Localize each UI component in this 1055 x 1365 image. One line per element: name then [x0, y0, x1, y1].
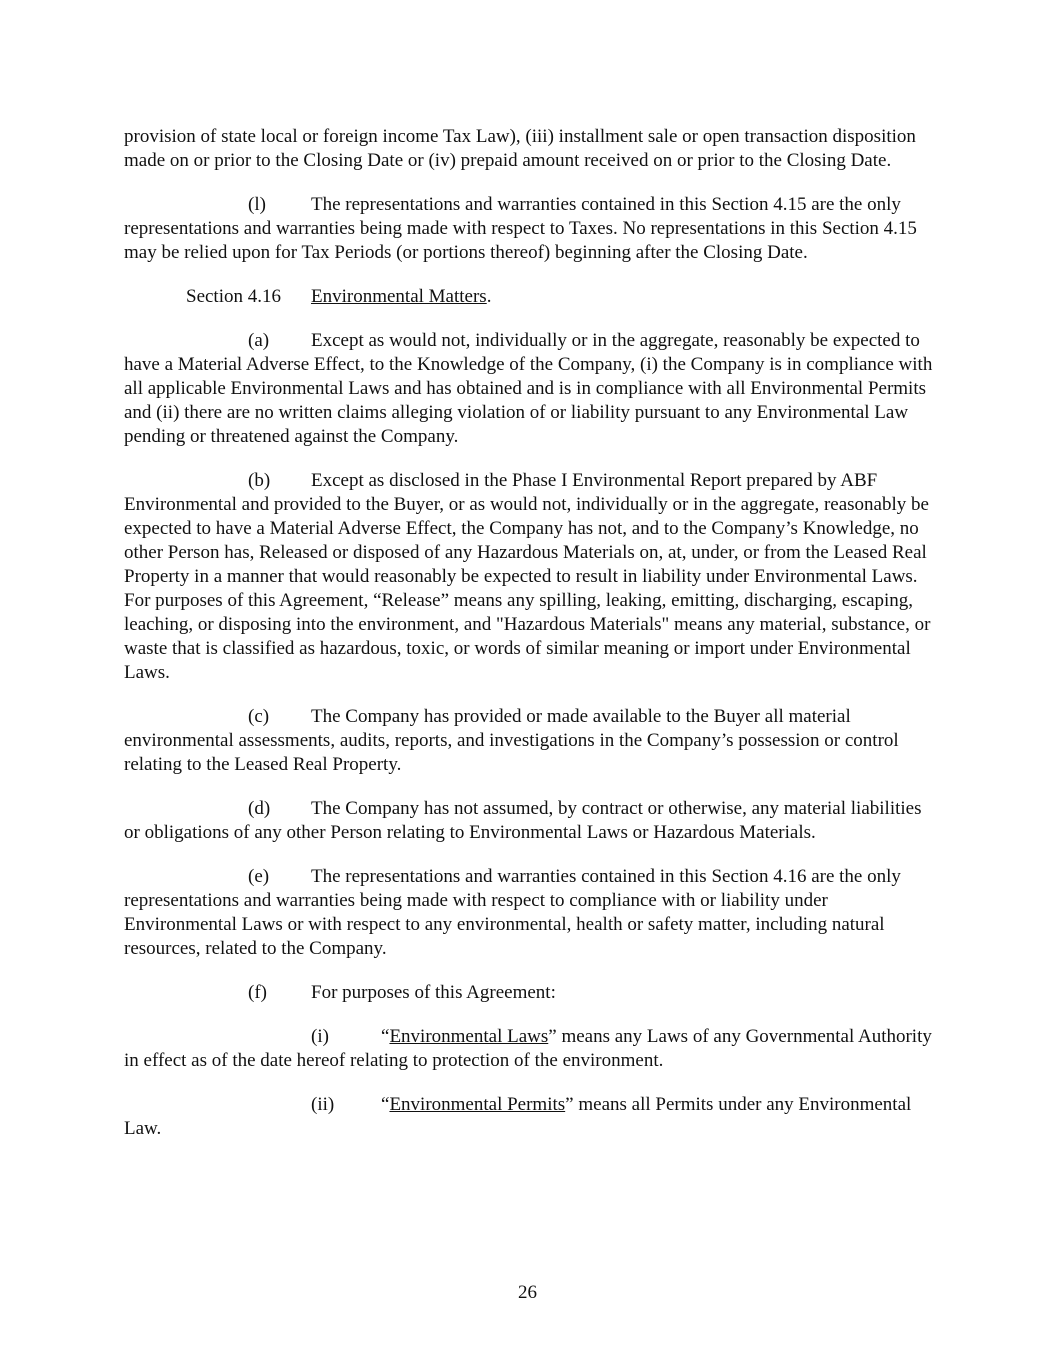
paragraph-c-text: The Company has provided or made available to the Buyer all material environmental assessments, audits, reports, and investigations in the Company’s possession or control relating to the Leased Real Property.	[124, 706, 899, 775]
section-number: Section 4.16	[186, 286, 281, 307]
paragraph-d-label: (d)	[248, 798, 271, 819]
subparagraph-i	[124, 1025, 936, 1073]
paragraph-b-text: Except as disclosed in the Phase I Environmental Report prepared by ABF Environmental and provided to the Buyer, or as would not, individually or in the aggregate, reasonably be expected to have a Material Adverse Effect, the Company has not, and to the Company’s Knowledge, no other Person has, Released or disposed of any Hazardous Materials on, at, under, or from the Leased Real Property in a manner that would reasonably be expected to result in liability under Environmental Laws. For purposes of this Agreement, “Release” means any spilling, leaking, emitting, discharging, escaping, leaching, or disposing into the environment, and "Hazardous Materials" means any material, substance, or waste that is classified as hazardous, toxic, or words of similar meaning or import under Environmental Laws.	[124, 470, 931, 683]
subparagraph-ii	[124, 1093, 936, 1141]
paragraph-f-label: (f)	[248, 982, 267, 1003]
section-title-suffix: .	[486, 286, 492, 307]
paragraph-l	[124, 193, 936, 265]
paragraph-e	[124, 865, 936, 961]
subparagraph-ii-open-quote: “	[381, 1094, 390, 1115]
paragraph-b-label: (b)	[248, 470, 271, 491]
defined-term-environmental-laws: Environmental Laws	[389, 1026, 549, 1047]
subparagraph-i-open-quote: “	[381, 1026, 390, 1047]
subparagraph-ii-label: (ii)	[311, 1094, 335, 1115]
paragraph-a-text: Except as would not, individually or in the aggregate, reasonably be expected to have a Material Adverse Effect, to the Knowledge of the Company, (i) the Company is in compliance with all applicable Environmental Laws and has obtained and is in compliance with all Environmental Permits and (ii) there are no written claims alleging violation of or liability pursuant to any Environmental Law pending or threatened against the Company.	[124, 330, 933, 447]
document-page	[124, 125, 936, 1161]
paragraph-b	[124, 469, 936, 685]
paragraph-e-label: (e)	[248, 866, 270, 887]
paragraph-l-text: The representations and warranties contained in this Section 4.15 are the only representations and warranties being made with respect to Taxes. No representations in this Section 4.15 may be relied upon for Tax Periods (or portions thereof) beginning after the Closing Date.	[124, 194, 917, 263]
paragraph-l-label: (l)	[248, 194, 266, 215]
section-title: Environmental Matters	[311, 286, 487, 307]
paragraph-c-label: (c)	[248, 706, 270, 727]
paragraph-c	[124, 705, 936, 777]
paragraph-d-text: The Company has not assumed, by contract or otherwise, any material liabilities or obligations of any other Person relating to Environmental Laws or Hazardous Materials.	[124, 798, 922, 843]
continuation-paragraph: provision of state local or foreign income Tax Law), (iii) installment sale or open transaction disposition made on or prior to the Closing Date or (iv) prepaid amount received on or prior to the Closing Date.	[124, 126, 916, 171]
page-number: 26	[518, 1282, 537, 1303]
paragraph-e-text: The representations and warranties contained in this Section 4.16 are the only representations and warranties being made with respect to compliance with or liability under Environmental Laws or with respect to any environmental, health or safety matter, including natural resources, related to the Company.	[124, 866, 901, 959]
subparagraph-ii-text: ” means all Permits under any Environmental Law.	[124, 1094, 912, 1139]
paragraph-f-text: For purposes of this Agreement:	[311, 982, 556, 1003]
subparagraph-i-label: (i)	[311, 1026, 329, 1047]
paragraph-a-label: (a)	[248, 330, 270, 351]
subparagraph-i-text: ” means any Laws of any Governmental Authority in effect as of the date hereof relating to protection of the environment.	[124, 1026, 932, 1071]
paragraph-f	[124, 981, 936, 1005]
section-heading	[124, 285, 936, 309]
defined-term-environmental-permits: Environmental Permits	[389, 1094, 566, 1115]
paragraph-d	[124, 797, 936, 845]
paragraph-a	[124, 329, 936, 449]
